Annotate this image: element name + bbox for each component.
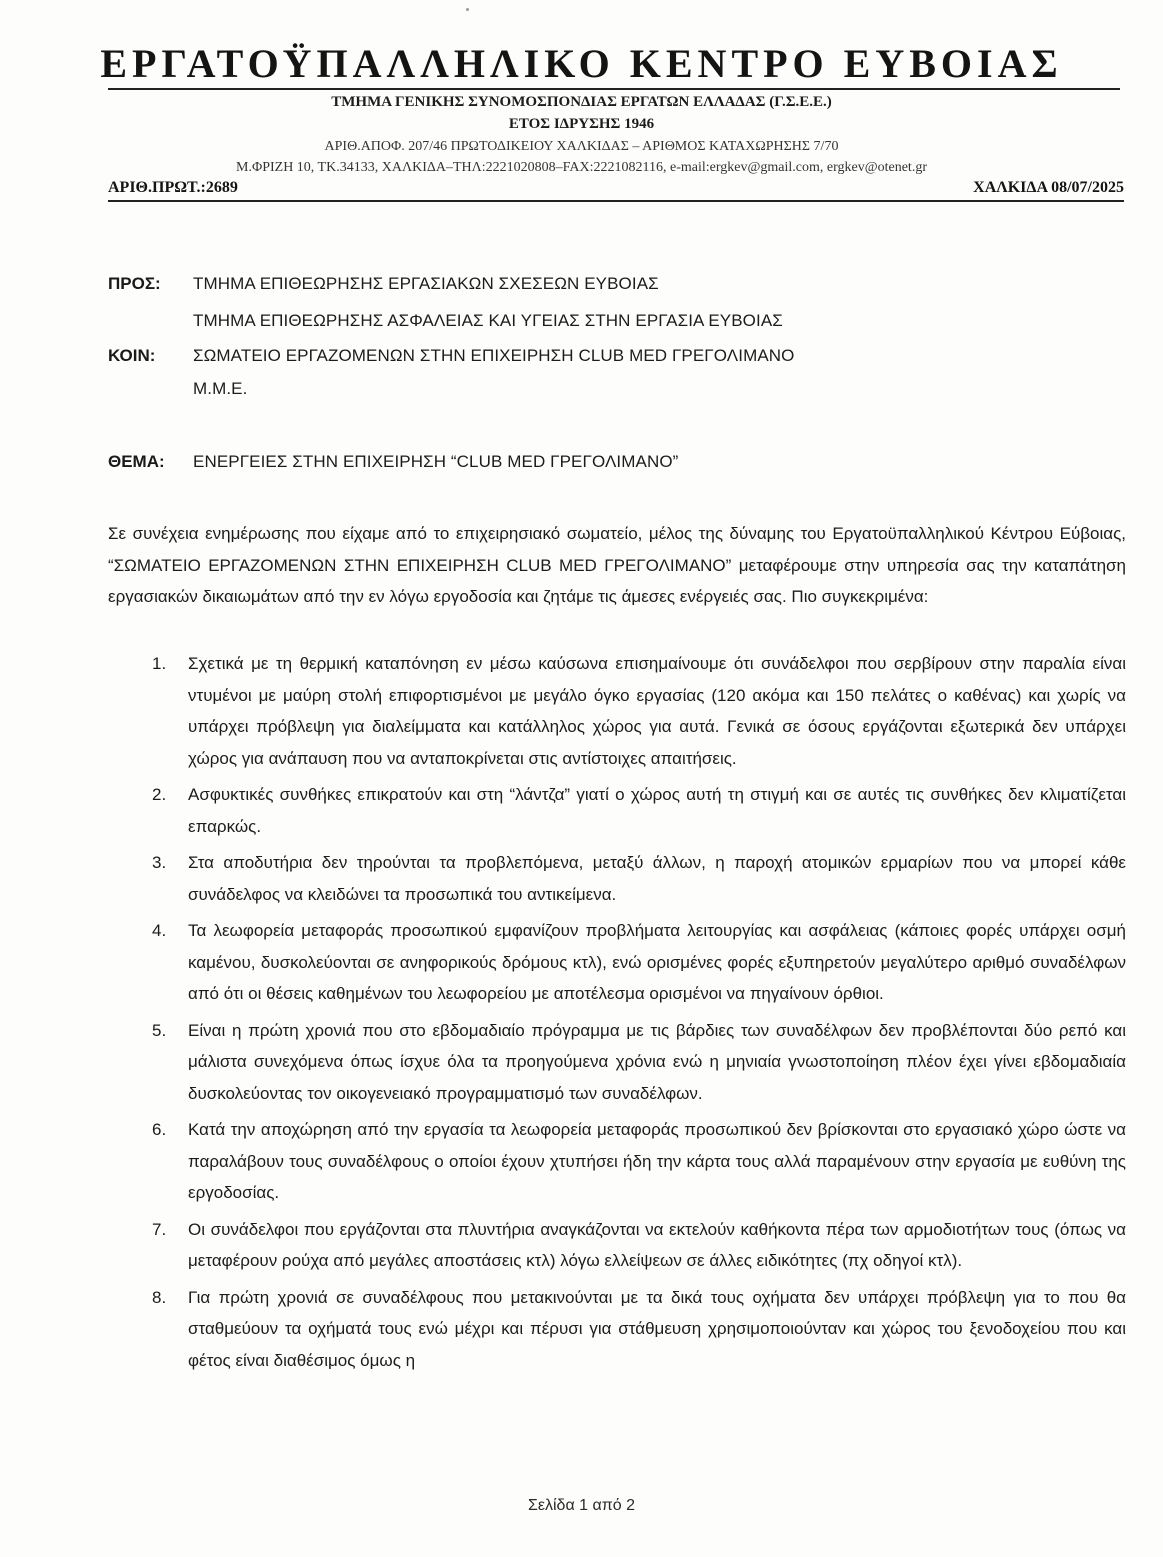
list-item-text: Οι συνάδελφοι που εργάζονται στα πλυντήρια αναγκάζονται να εκτελούν καθήκοντα πέρα των αρμοδιοτήτων τους (όπως να μεταφέρουν ρούχα από μεγάλες αποστάσεις κτλ) λόγω ελλείψεων σε άλλες ειδικότητες (πχ οδηγοί κτλ). bbox=[188, 1219, 1126, 1270]
list-item bbox=[108, 1015, 1126, 1110]
scan-speck bbox=[466, 8, 469, 11]
cc-label: ΚΟΙΝ: bbox=[108, 346, 156, 365]
list-item bbox=[108, 779, 1126, 842]
cc-line-1: ΣΩΜΑΤΕΙΟ ΕΡΓΑΖΟΜΕΝΩΝ ΣΤΗΝ ΕΠΙΧΕΙΡΗΣΗ CLUB MED ΓΡΕΓΟΛΙΜΑΝΟ bbox=[193, 346, 795, 365]
letterhead-founded: ΕΤΟΣ ΙΔΡΥΣΗΣ 1946 bbox=[508, 116, 655, 132]
subject-label: ΘΕΜΑ: bbox=[108, 452, 165, 471]
letterhead-contact: Μ.ΦΡΙΖΗ 10, ΤΚ.34133, ΧΑΛΚΙΔΑ–ΤΗΛ:2221020808–FAX:2221082116, e-mail:ergkev@gmail.com, ergkev@otenet.gr bbox=[236, 160, 927, 175]
list-item-number: 7. bbox=[152, 1219, 167, 1239]
list-item-text: Ασφυκτικές συνθήκες επικρατούν και στη “λάντζα” γιατί ο χώρος αυτή τη στιγμή και σε αυτές τις συνθήκες δεν κλιματίζεται επαρκώς. bbox=[188, 785, 1126, 836]
list-item bbox=[108, 915, 1126, 1010]
list-item-number: 2. bbox=[152, 785, 167, 804]
list-item-text: Για πρώτη χρονιά σε συναδέλφους που μετακινούνται με τα δικά τους οχήματα δεν υπάρχει πρόβλεψη για το που θα σταθμεύουν τα οχήματά τους ενώ μέχρι και πέρυσι για στάθμευση χρησιμοποιούνταν και χώρος του ξενοδοχείου που και φέτος είναι διαθέσιμος όμως η bbox=[188, 1287, 1126, 1370]
cc-line-2: Μ.Μ.Ε. bbox=[193, 379, 248, 398]
list-item-number: 5. bbox=[152, 1020, 167, 1040]
list-item-text: Τα λεωφορεία μεταφοράς προσωπικού εμφανίζουν προβλήματα λειτουργίας και ασφάλειας (κάποιες φορές υπάρχει οσμή καμένου, δυσκολεύονται σε ανηφορικούς δρόμους κτλ), ενώ ορισμένες φορές εξυπηρετούν μεγαλύτερο αριθμό συναδέλφων από ότι οι θέσεις καθημένων του λεωφορείου με αποτέλεσμα ορισμένοι να πηγαίνουν όρθιοι. bbox=[188, 921, 1126, 1003]
letterhead-bottom-divider bbox=[108, 200, 1124, 202]
to-label: ΠΡΟΣ: bbox=[108, 274, 161, 293]
list-item bbox=[108, 1282, 1126, 1377]
intro-paragraph: Σε συνέχεια ενημέρωσης που είχαμε από το επιχειρησιακό σωματείο, μέλος της δύναμης του Εργατοϋπαλληλικού Κέντρου Εύβοιας, “ΣΩΜΑΤΕΙΟ ΕΡΓΑΖΟΜΕΝΩΝ ΣΤΗΝ ΕΠΙΧΕΙΡΗΣΗ CLUB MED ΓΡΕΓΟΛΙΜΑΝΟ” μεταφέρουμε στην υπηρεσία σας την καταπάτηση εργασιακών δικαιωμάτων από την εν λόγω εργοδοσία και ζητάμε τις άμεσες ενέργειές σας. Πιο συγκεκριμένα: bbox=[108, 524, 1126, 606]
letterhead-divider bbox=[108, 88, 1120, 90]
list-item-text: Στα αποδυτήρια δεν τηρούνται τα προβλεπόμενα, μεταξύ άλλων, η παροχή ατομικών ερμαρίων που να μπορεί κάθε συνάδελφος να κλειδώνει τα προσωπικά του αντικείμενα. bbox=[188, 853, 1126, 904]
list-item-text: Σχετικά με τη θερμική καταπόνηση εν μέσω καύσωνα επισημαίνουμε ότι συνάδελφοι που σερβίρουν στην παραλία είναι ντυμένοι με μαύρη στολή επιφορτισμένοι με μεγάλο όγκο εργασίας (120 ακόμα και 150 πελάτες ο καθένας) και χωρίς να υπάρχει πρόβλεψη για διαλείμματα και κατάλληλος χώρος για αυτά. Γενικά σε όσους εργάζονται εξωτερικά δεν υπάρχει χώρος για ανάπαυση που να ανταποκρίνεται στις αντίστοιχες απαιτήσεις. bbox=[188, 654, 1126, 768]
to-line-2: ΤΜΗΜΑ ΕΠΙΘΕΩΡΗΣΗΣ ΑΣΦΑΛΕΙΑΣ ΚΑΙ ΥΓΕΙΑΣ ΣΤΗΝ ΕΡΓΑΣΙΑ ΕΥΒΟΙΑΣ bbox=[193, 311, 783, 330]
list-item-number: 6. bbox=[152, 1120, 167, 1139]
issues-list bbox=[108, 648, 1126, 1376]
list-item bbox=[108, 648, 1126, 774]
list-item bbox=[108, 1114, 1126, 1209]
list-item-number: 1. bbox=[152, 654, 167, 673]
list-item bbox=[108, 1214, 1126, 1277]
list-item-number: 8. bbox=[152, 1287, 167, 1307]
page-number: Σελίδα 1 από 2 bbox=[527, 1497, 636, 1514]
letterhead-registration: ΑΡΙΘ.ΑΠΟΦ. 207/46 ΠΡΩΤΟΔΙΚΕΙΟΥ ΧΑΛΚΙΔΑΣ – ΑΡΙΘΜΟΣ ΚΑΤΑΧΩΡΗΣΗΣ 7/70 bbox=[324, 139, 839, 154]
list-item-number: 4. bbox=[152, 921, 167, 940]
document-date: ΧΑΛΚΙΔΑ 08/07/2025 bbox=[973, 179, 1124, 196]
list-item-text: Κατά την αποχώρηση από την εργασία τα λεωφορεία μεταφοράς προσωπικού δεν βρίσκονται στο εργασιακό χώρο ώστε να παραλάβουν τους συναδέλφους ο οποίοι έχουν χτυπήσει ήδη την κάρτα τους αλλά παραμένουν στην εργασία με ευθύνη της εργοδοσίας. bbox=[188, 1120, 1126, 1202]
protocol-number: ΑΡΙΘ.ΠΡΩΤ.:2689 bbox=[108, 179, 238, 196]
list-item-text: Είναι η πρώτη χρονιά που στο εβδομαδιαίο πρόγραμμα με τις βάρδιες των συναδέλφων δεν προβλέπονται δύο ρεπό και μάλιστα συνεχόμενα όπως ίσχυε όλα τα προηγούμενα χρόνια ενώ η μηνιαία γνωστοποίηση πλέον έχει γίνει εβδομαδιαία δυσκολεύοντας τον οικογενειακό προγραμματισμό των συναδέλφων. bbox=[188, 1020, 1126, 1103]
letterhead-subtitle: ΤΜΗΜΑ ΓΕΝΙΚΗΣ ΣΥΝΟΜΟΣΠΟΝΔΙΑΣ ΕΡΓΑΤΩΝ ΕΛΛΑΔΑΣ (Γ.Σ.Ε.Ε.) bbox=[331, 94, 832, 110]
list-item-number: 3. bbox=[152, 853, 167, 872]
list-item bbox=[108, 847, 1126, 910]
to-line-1: ΤΜΗΜΑ ΕΠΙΘΕΩΡΗΣΗΣ ΕΡΓΑΣΙΑΚΩΝ ΣΧΕΣΕΩΝ ΕΥΒΟΙΑΣ bbox=[193, 274, 659, 293]
letterhead-title: ΕΡΓΑΤΟΫΠΑΛΛΗΛΙΚΟ ΚΕΝΤΡΟ ΕΥΒΟΙΑΣ bbox=[100, 41, 1063, 86]
subject-text: ΕΝΕΡΓΕΙΕΣ ΣΤΗΝ ΕΠΙΧΕΙΡΗΣΗ “CLUB MED ΓΡΕΓΟΛΙΜΑΝΟ” bbox=[193, 452, 679, 471]
